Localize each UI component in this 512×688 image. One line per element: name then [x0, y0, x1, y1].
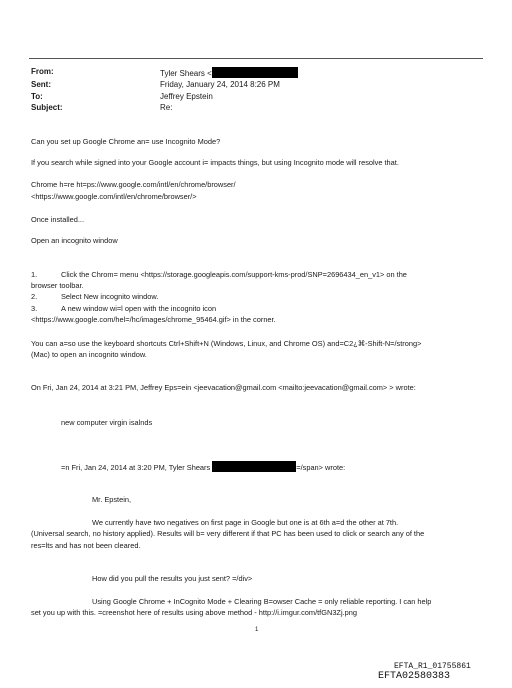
step-text: A new window wi=l open with the incognito icon	[61, 304, 217, 313]
quoted-line: res=lts and has not been cleared.	[31, 541, 141, 550]
step-number: 1.	[31, 270, 38, 279]
quoted-line: Using Google Chrome + InCognito Mode + Clearing B=owser Cache = only reliable reporting. I can help	[92, 597, 432, 606]
redaction-box	[212, 461, 296, 472]
from-label: From:	[31, 67, 54, 76]
from-name: Tyler Shears <	[160, 69, 212, 78]
body-line: <https://www.google.com/intl/en/chrome/browser/>	[31, 192, 197, 201]
header-divider	[29, 58, 483, 59]
body-line: Can you set up Google Chrome an= use Incognito Mode?	[31, 137, 221, 146]
quoted-header	[61, 461, 345, 473]
page-number: 1	[255, 627, 259, 633]
subject-value: Re:	[160, 103, 173, 112]
footer-id-secondary: EFTA02580383	[378, 671, 451, 682]
redaction-box	[212, 67, 298, 78]
from-value	[160, 67, 298, 79]
body-line: Open an incognito window	[31, 236, 118, 245]
quoted-line: How did you pull the results you just sent? =/div>	[92, 574, 253, 583]
quoted-line: new computer virgin isalnds	[61, 418, 153, 427]
quoted-line: Mr. Epstein,	[92, 495, 132, 504]
body-line: You can a=so use the keyboard shortcuts Ctrl+Shift+N (Windows, Linux, and Chrome OS) and=C2¿⌘-Shift-N=/strong>	[31, 339, 422, 348]
body-line: Once installed...	[31, 215, 84, 224]
quoted-header-pre: =n Fri, Jan 24, 2014 at 3:20 PM, Tyler Shears	[61, 463, 211, 472]
step-number: 3.	[31, 304, 38, 313]
body-line: (Mac) to open an incognito window.	[31, 350, 147, 359]
quoted-line: We currently have two negatives on first page in Google but one is at 6th a=d the other at 7th.	[92, 518, 399, 527]
body-line: If you search while signed into your Google account i= impacts things, but using Incognito mode will resolve that.	[31, 158, 399, 167]
sent-label: Sent:	[31, 80, 51, 89]
sent-value: Friday, January 24, 2014 8:26 PM	[160, 80, 280, 89]
step-text: Click the Chrom= menu <https://storage.googleapis.com/support-kms-prod/SNP=2696434_en_v1> on the	[61, 270, 407, 279]
footer-id-primary: EFTA_R1_01755861	[394, 662, 471, 671]
quoted-line: set you up with this. =creenshot here of results using above method - http://i.imgur.com/tfGN3Zj.png	[31, 608, 357, 617]
step-text: Select New incognito window.	[61, 292, 159, 301]
subject-label: Subject:	[31, 103, 63, 112]
step-text: browser toolbar.	[31, 281, 84, 290]
body-line: Chrome h=re ht=ps://www.google.com/intl/en/chrome/browser/	[31, 180, 236, 189]
to-value: Jeffrey Epstein	[160, 92, 213, 101]
step-number: 2.	[31, 292, 38, 301]
step-text: <https://www.google.com/hel=/hc/images/chrome_95464.gif> in the corner.	[31, 315, 276, 324]
quoted-line: (Universal search, no history applied). Results will b= very different if that PC has been used to click or search any of the	[31, 529, 425, 538]
quoted-header-post: =/span> wrote:	[296, 463, 346, 472]
to-label: To:	[31, 92, 43, 101]
quoted-header: On Fri, Jan 24, 2014 at 3:21 PM, Jeffrey Eps=ein <jeevacation@gmail.com <mailto:jeevacation@gmail.com> > wrote:	[31, 383, 416, 392]
